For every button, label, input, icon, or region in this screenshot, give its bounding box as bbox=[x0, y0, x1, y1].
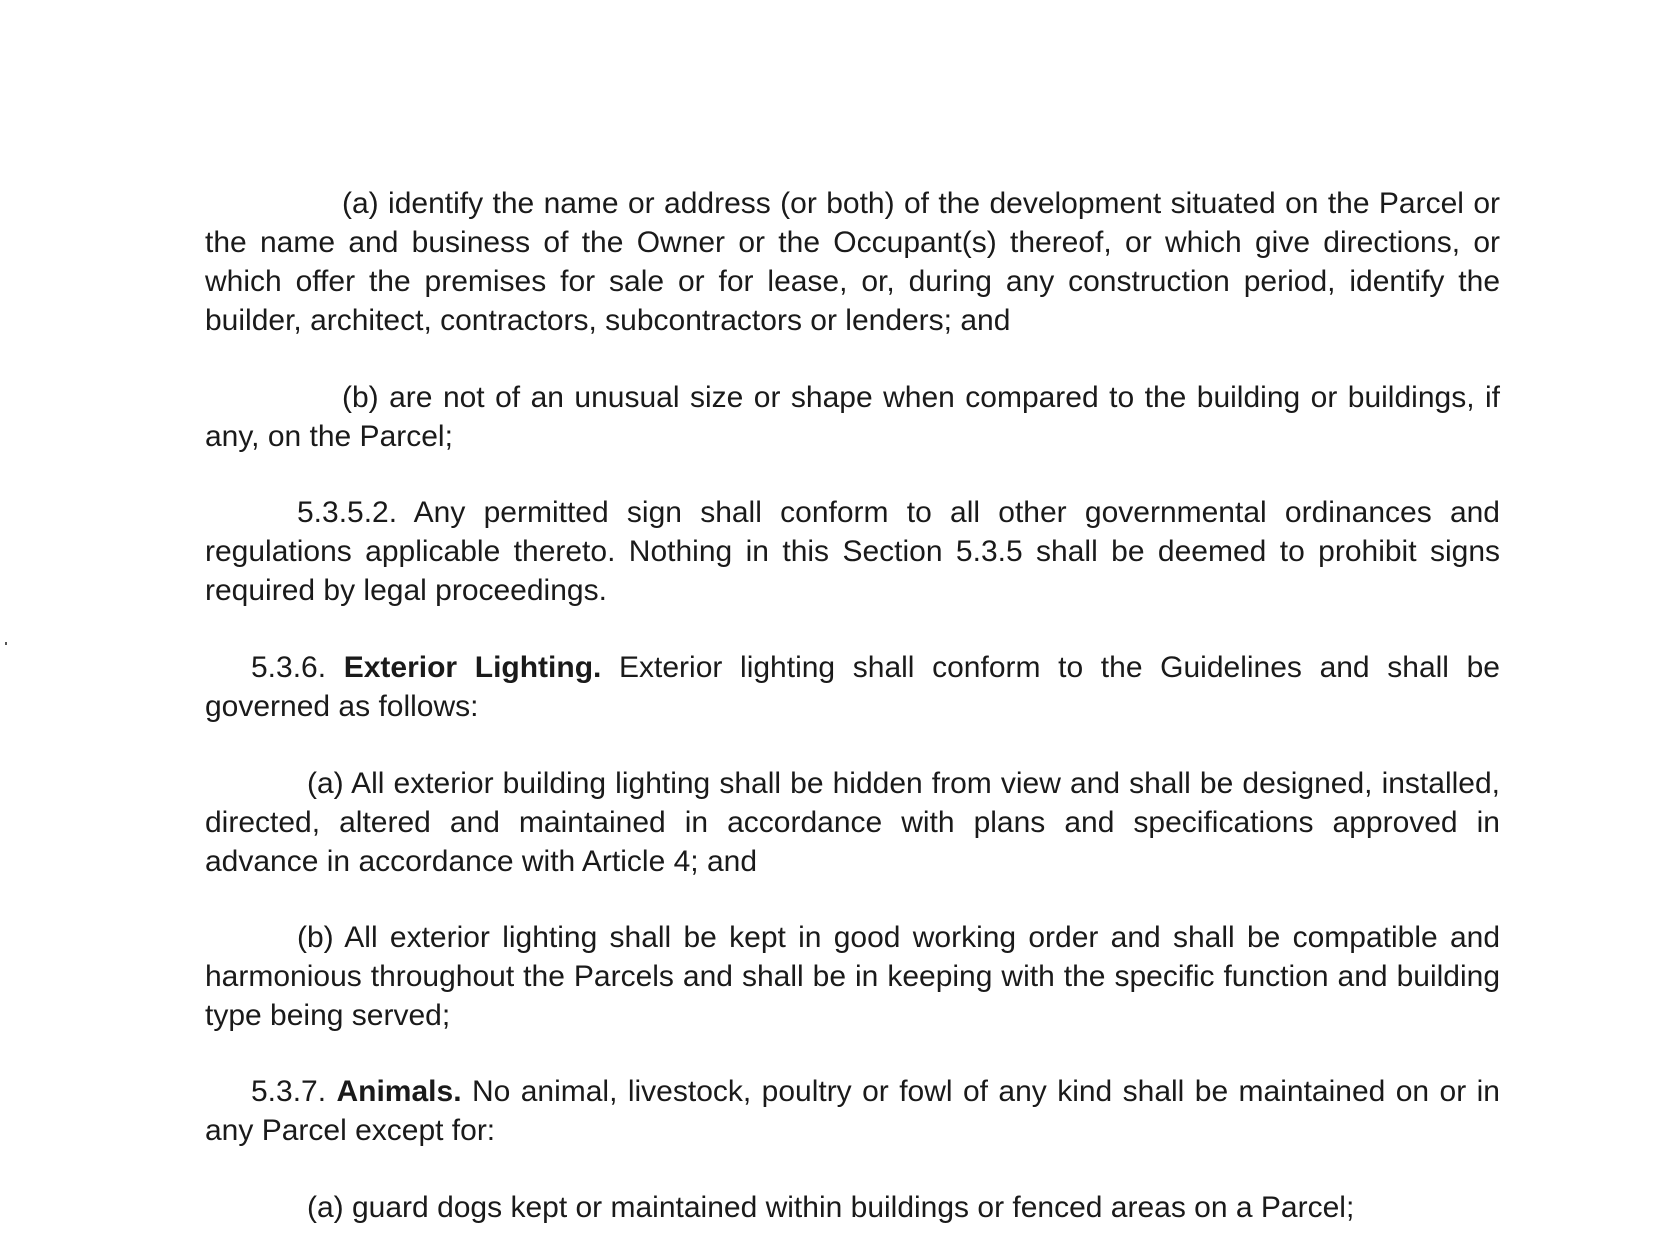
paragraph-animals-a bbox=[205, 1188, 1500, 1227]
paragraph-5-3-6 bbox=[205, 648, 1500, 726]
paragraph-text: (a) identify the name or address (or both) of the development situated on the Parcel or the name and business of the Owner or the Occupant(s) thereof, or which give directions, or which offer the premises for sale or for lease, or, during any construction period, identify the builder, architect, contractors, subcontractors or lenders; and bbox=[205, 187, 1500, 337]
section-number: 5.3.6. bbox=[251, 651, 327, 684]
paragraph-lighting-a bbox=[205, 764, 1500, 881]
paragraph-text: (b) All exterior lighting shall be kept in good working order and shall be compatible and harmonious throughout the Parcels and shall be in keeping with the specific function and building type being served; bbox=[205, 921, 1500, 1032]
paragraph-text: (a) guard dogs kept or maintained within buildings or fenced areas on a Parcel; bbox=[307, 1191, 1355, 1224]
section-heading: Animals. bbox=[336, 1075, 462, 1108]
scan-speck bbox=[5, 642, 7, 645]
paragraph-signs-a bbox=[205, 184, 1500, 340]
paragraph-text: No animal, livestock, poultry or fowl of any kind shall be maintained on or in any Parcel except for: bbox=[205, 1075, 1500, 1147]
paragraph-signs-b bbox=[205, 378, 1500, 456]
paragraph-text: 5.3.5.2. Any permitted sign shall conform to all other governmental ordinances and regulations applicable thereto. Nothing in this Section 5.3.5 shall be deemed to prohibit signs required by legal proceedings. bbox=[205, 496, 1500, 607]
paragraph-text: Exterior lighting shall conform to the Guidelines and shall be governed as follows: bbox=[205, 651, 1500, 723]
paragraph-5-3-7 bbox=[205, 1072, 1500, 1150]
paragraph-lighting-b bbox=[205, 918, 1500, 1035]
section-heading: Exterior Lighting. bbox=[343, 651, 602, 684]
paragraph-text: (a) All exterior building lighting shall be hidden from view and shall be designed, installed, directed, altered and maintained in accordance with plans and specifications approved in advance in accordance with Article 4; and bbox=[205, 767, 1500, 878]
paragraph-text: (b) are not of an unusual size or shape when compared to the building or buildings, if any, on the Parcel; bbox=[205, 381, 1500, 453]
section-number: 5.3.7. bbox=[251, 1075, 327, 1108]
paragraph-5-3-5-2 bbox=[205, 493, 1500, 610]
